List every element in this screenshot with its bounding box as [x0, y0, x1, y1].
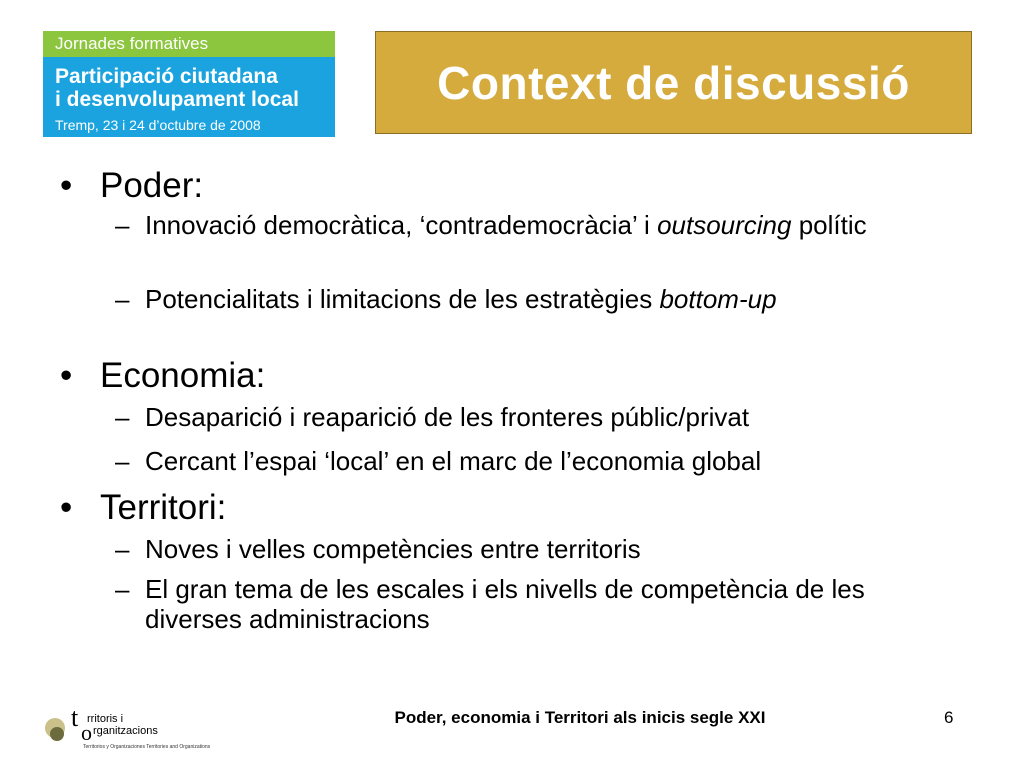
sub-item-text: El gran tema de les escales i els nivells de competència de les diverses administracions [145, 574, 865, 634]
sub-item-text: Noves i velles competències entre territoris [145, 534, 641, 564]
dash-icon: – [115, 574, 130, 604]
sub-item-text: Potencialitats i limitacions de les estratègies bottom-up [145, 284, 777, 314]
bullet-icon: • [60, 488, 73, 527]
logo-line2: rganitzacions [93, 725, 158, 737]
banner-title-line2: i desenvolupament local [55, 88, 299, 111]
dash-icon: – [115, 446, 130, 476]
banner-header: Jornades formatives [43, 31, 335, 57]
organization-logo [43, 704, 233, 752]
logo-letter-t: t [71, 704, 79, 732]
logo-icon [43, 704, 233, 752]
dash-icon: – [115, 284, 130, 314]
sub-item-text: Desaparició i reaparició de les fronteres públic/privat [145, 402, 750, 432]
dash-icon: – [115, 534, 130, 564]
bullet-icon: • [60, 356, 73, 395]
logo-circle-2 [50, 727, 64, 741]
bullet-label: Economia: [100, 356, 266, 395]
page-number: 6 [944, 708, 954, 727]
bullet-icon: • [60, 166, 73, 205]
bullet-label: Territori: [100, 488, 227, 527]
slide-title-box [375, 31, 972, 134]
slide-title: Context de discussió [437, 56, 910, 109]
bullet-label: Poder: [100, 166, 204, 205]
sub-item [115, 402, 955, 432]
sub-item [115, 574, 955, 634]
event-banner [43, 31, 335, 137]
sub-item [115, 210, 955, 240]
banner-date: Tremp, 23 i 24 d’octubre de 2008 [55, 117, 261, 133]
sub-item-text: Cercant l’espai ‘local’ en el marc de l’economia global [145, 446, 762, 476]
banner-title-line1: Participació ciutadana [55, 65, 278, 88]
logo-tagline: Territorios y Organizaciones Territories and Organizations [83, 744, 211, 750]
footer-caption: Poder, economia i Territori als inicis segle XXI [394, 708, 766, 727]
sub-item [115, 446, 955, 476]
banner-title [55, 65, 331, 111]
sub-item [115, 534, 955, 564]
sub-item-text: Innovació democràtica, ‘contrademocràcia’ i outsourcing polític [145, 210, 867, 240]
dash-icon: – [115, 402, 130, 432]
logo-letter-o: o [81, 720, 92, 745]
dash-icon: – [115, 210, 130, 240]
logo-line1: rritoris i [87, 713, 124, 725]
sub-item [115, 284, 955, 314]
